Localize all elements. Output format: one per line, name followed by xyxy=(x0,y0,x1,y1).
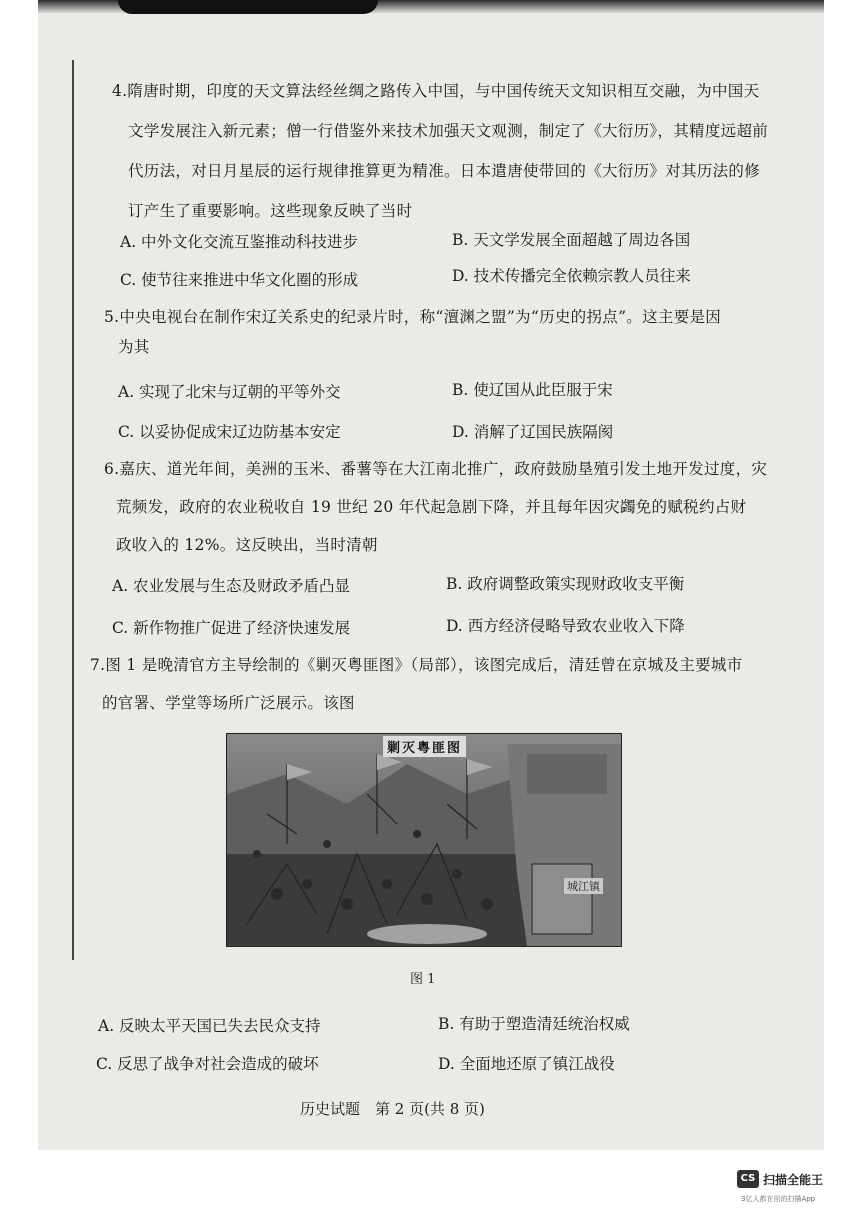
question-number: 5. xyxy=(104,308,120,326)
question-text-line: 图 1 是晚清官方主导绘制的《剿灭粤匪图》（局部），该图完成后，清廷曾在京城及主要城市 xyxy=(105,656,743,674)
figure-title: 剿灭粤匪图 xyxy=(383,736,466,757)
question-number: 6. xyxy=(104,460,120,478)
option-d[interactable]: D. 技术传播完全依赖宗教人员往来 xyxy=(452,267,691,285)
question-text-line: 的官署、学堂等场所广泛展示。该图 xyxy=(102,694,355,712)
question-text-line: 中央电视台在制作宋辽关系史的纪录片时，称“澶渊之盟”为“历史的拐点”。这主要是因 xyxy=(119,308,722,326)
question-text-line: 隋唐时期，印度的天文算法经丝绸之路传入中国，与中国传统天文知识相互交融，为中国天 xyxy=(127,82,760,100)
option-a[interactable]: A. 实现了北宋与辽朝的平等外交 xyxy=(118,383,341,401)
option-d[interactable]: D. 西方经济侵略导致农业收入下降 xyxy=(446,617,685,635)
option-a[interactable]: A. 农业发展与生态及财政矛盾凸显 xyxy=(112,577,351,595)
question-number: 7. xyxy=(90,656,106,674)
page-footer: 历史试题 第 2 页(共 8 页) xyxy=(300,1100,485,1118)
scanner-app-logo xyxy=(737,1170,847,1210)
option-a[interactable]: A. 中外文化交流互鉴推动科技进步 xyxy=(120,233,359,251)
question-text-line: 嘉庆、道光年间，美洲的玉米、番薯等在大江南北推广，政府鼓励垦殖引发土地开发过度，灾 xyxy=(119,460,768,478)
logo-name: 扫描全能王 xyxy=(763,1173,824,1187)
option-b[interactable]: B. 有助于塑造清廷统治权威 xyxy=(438,1015,630,1033)
scan-edge-blob xyxy=(118,0,378,14)
question-text-line: 政收入的 12%。这反映出，当时清朝 xyxy=(116,536,378,554)
option-b[interactable]: B. 天文学发展全面超越了周边各国 xyxy=(452,231,691,249)
option-b[interactable]: B. 政府调整政策实现财政收支平衡 xyxy=(446,575,685,593)
figure-caption: 图 1 xyxy=(410,972,436,987)
option-b[interactable]: B. 使辽国从此臣服于宋 xyxy=(452,381,613,399)
question-text-line: 代历法，对日月星辰的运行规律推算更为精准。日本遣唐使带回的《大衍历》对其历法的修 xyxy=(128,162,761,180)
question-number: 4. xyxy=(112,82,128,100)
figure-city-label: 城江镇 xyxy=(564,878,603,894)
option-c[interactable]: C. 使节往来推进中华文化圈的形成 xyxy=(120,271,359,289)
option-c[interactable]: C. 新作物推广促进了经济快速发展 xyxy=(112,619,351,637)
battle-scene-image xyxy=(227,734,621,946)
figure-1-illustration xyxy=(226,733,622,947)
question-6 xyxy=(104,452,772,562)
option-c[interactable]: C. 反思了战争对社会造成的破坏 xyxy=(96,1055,319,1073)
question-text-line: 为其 xyxy=(118,338,150,356)
question-text-line: 订产生了重要影响。这些现象反映了当时 xyxy=(128,202,413,220)
option-a[interactable]: A. 反映太平天国已失去民众支持 xyxy=(98,1017,321,1035)
binding-margin-line xyxy=(72,60,74,960)
question-text-line: 荒频发，政府的农业税收自 19 世纪 20 年代起急剧下降，并且每年因灾蠲免的赋税约占财 xyxy=(116,498,747,516)
question-7 xyxy=(90,648,758,720)
question-text-line: 文学发展注入新元素；僧一行借鉴外来技术加强天文观测，制定了《大衍历》，其精度远超前 xyxy=(128,122,769,140)
question-4 xyxy=(112,74,780,228)
logo-tagline: 3亿人都在用的扫描App xyxy=(741,1195,816,1203)
option-c[interactable]: C. 以妥协促成宋辽边防基本安定 xyxy=(118,423,341,441)
question-5 xyxy=(104,300,772,364)
cs-logo-icon: CS xyxy=(737,1170,759,1188)
option-d[interactable]: D. 全面地还原了镇江战役 xyxy=(438,1055,615,1073)
option-d[interactable]: D. 消解了辽国民族隔阂 xyxy=(452,423,614,441)
